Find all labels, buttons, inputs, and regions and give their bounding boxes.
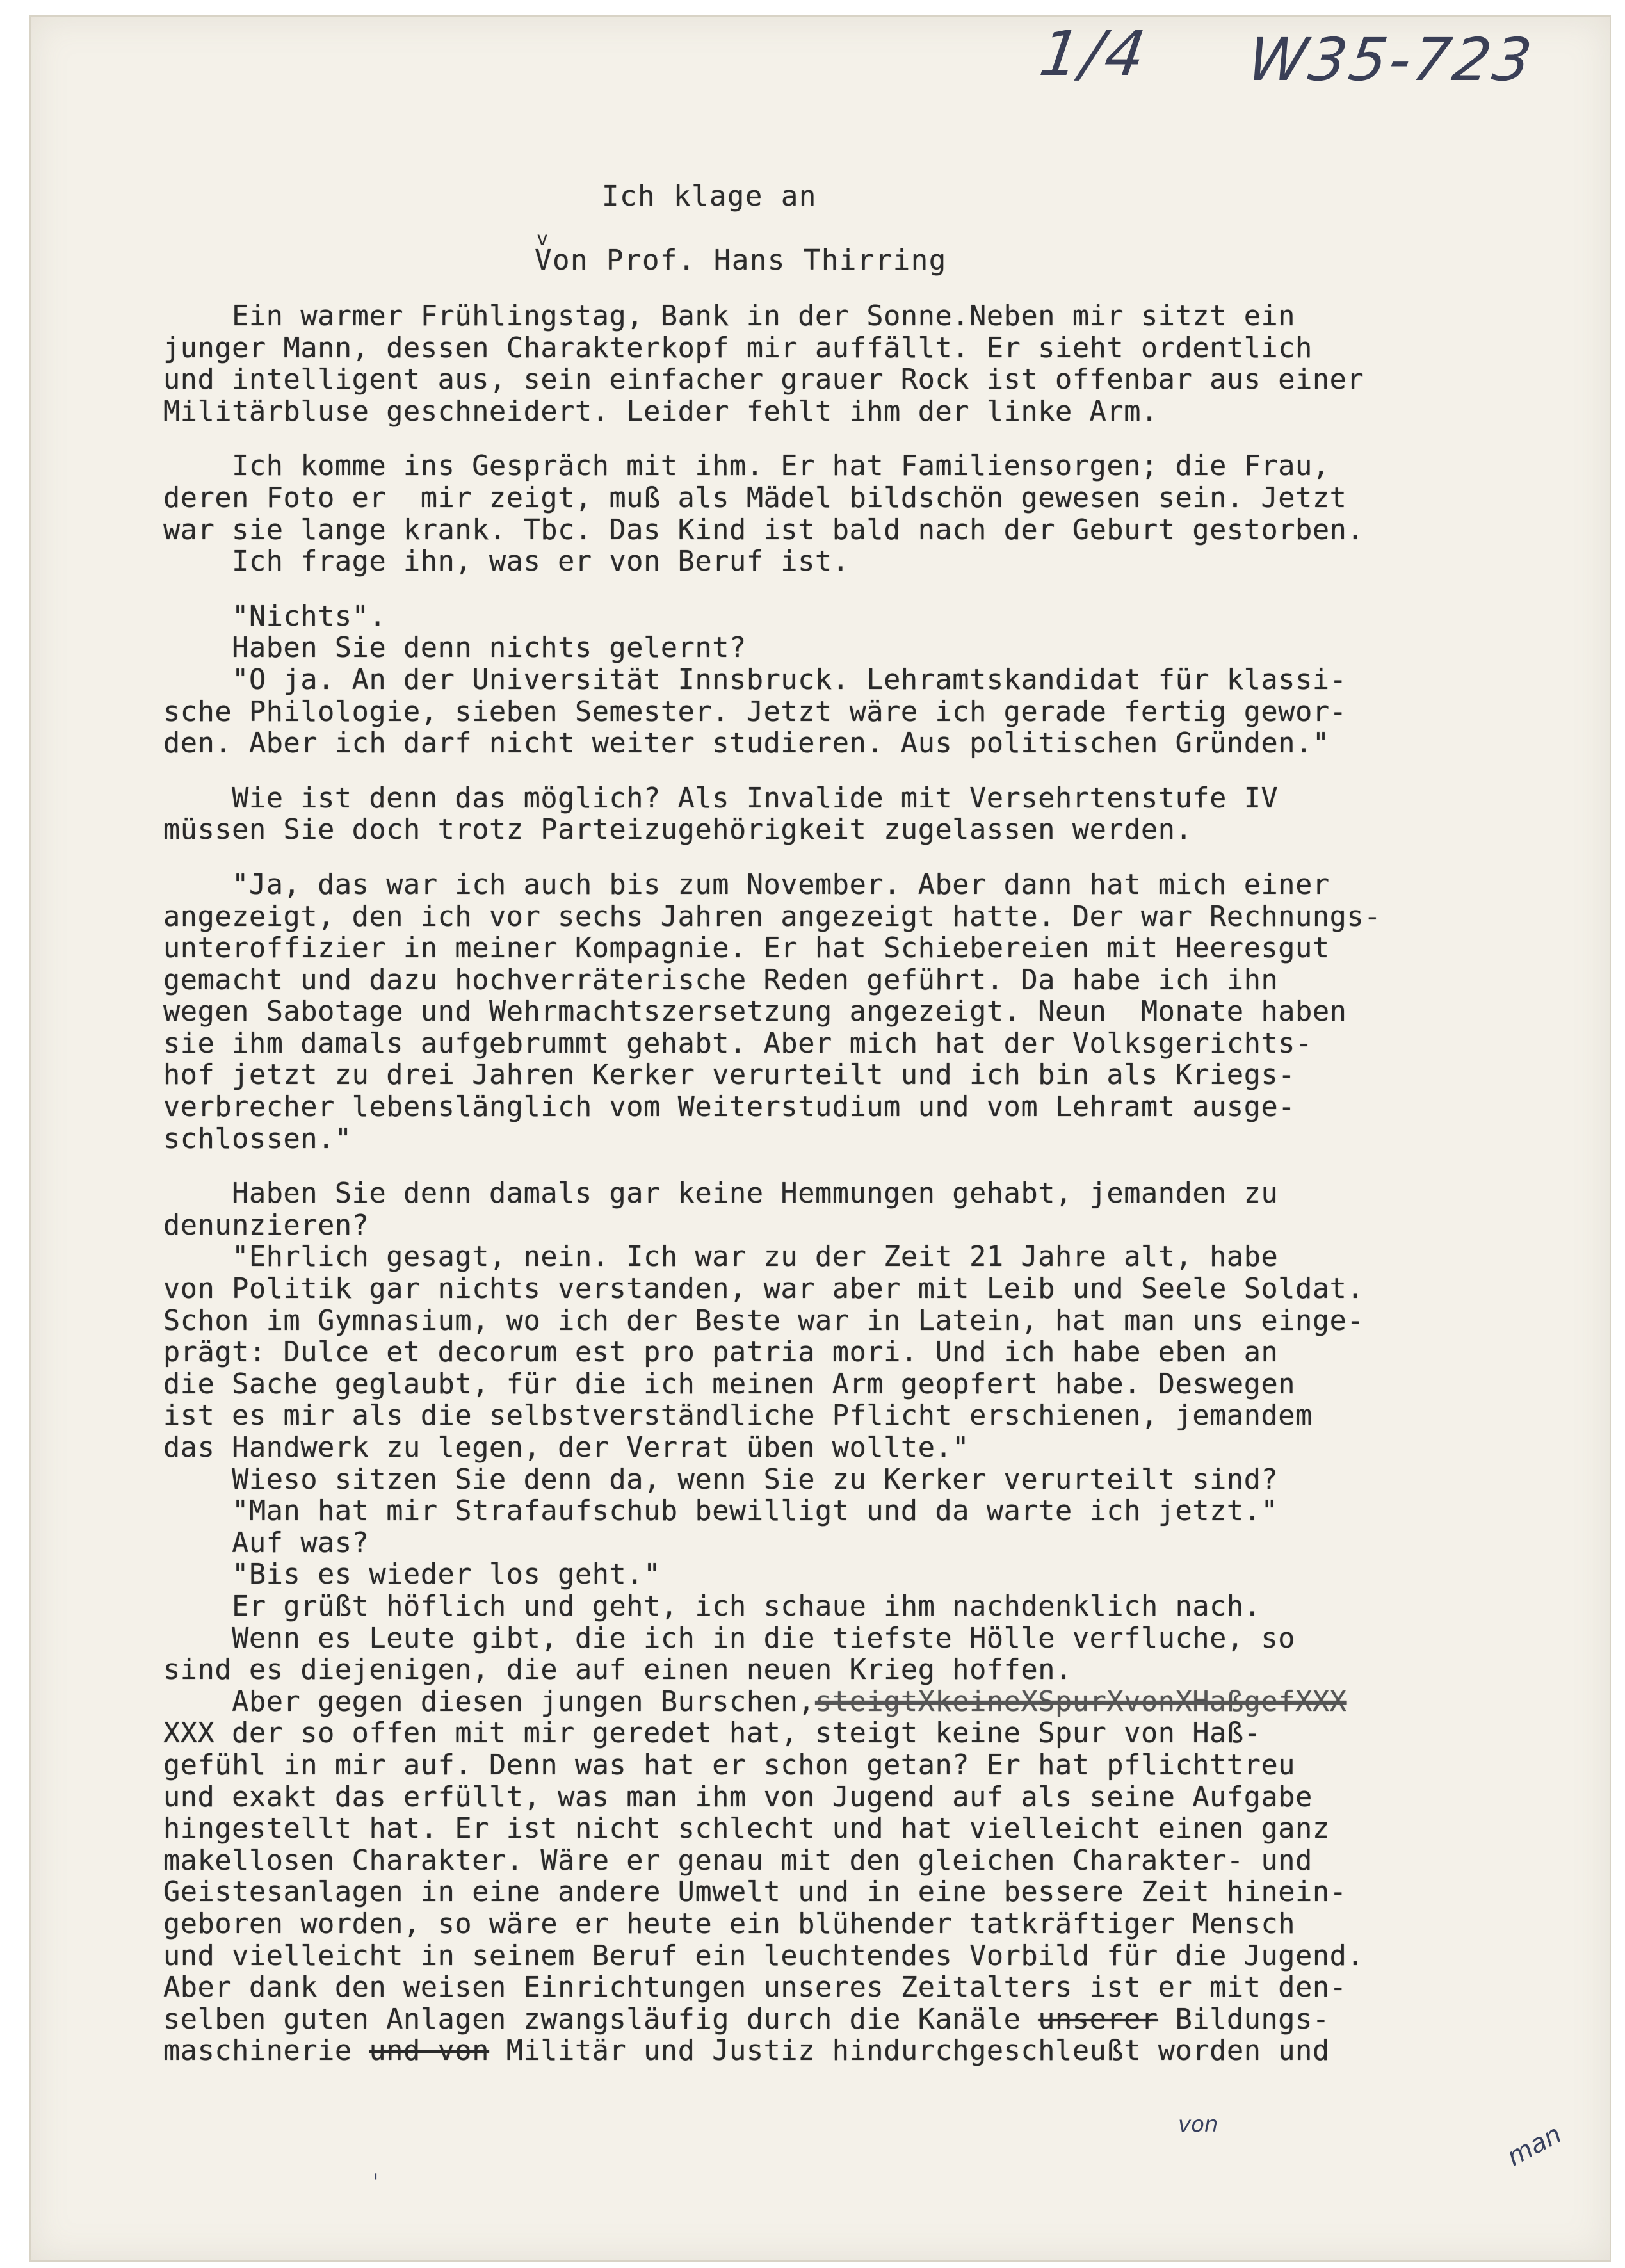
handwritten-correction-von: von: [1178, 2112, 1218, 2137]
text-line: [163, 1210, 1572, 1242]
paragraph-gap: [163, 428, 1572, 451]
text-line: [163, 1718, 1572, 1750]
text-line: [163, 633, 1572, 665]
text-line: [163, 1972, 1572, 2004]
text-segment: gefühl in mir auf. Denn was hat er schon getan? Er hat pflichttreu: [163, 1749, 1296, 1781]
text-segment: "Man hat mir Strafaufschub bewilligt und da warte ich jetzt.": [163, 1495, 1279, 1528]
text-segment: Wenn es Leute gibt, die ich in die tiefste Hölle verfluche, so: [163, 1622, 1296, 1655]
paragraph-gap: [163, 846, 1572, 870]
text-segment: "Ehrlich gesagt, nein. Ich war zu der Zeit 21 Jahre alt, habe: [163, 1241, 1279, 1274]
text-segment: Aber gegen diesen jungen Burschen,: [163, 1685, 815, 1718]
text-line: [163, 2036, 1572, 2068]
struck-word-unserer: unserer: [1038, 2003, 1158, 2036]
text-line: [163, 301, 1572, 333]
text-line: [163, 1400, 1572, 1432]
text-segment: schlossen.": [163, 1122, 352, 1155]
text-segment: Ich frage ihn, was er von Beruf ist.: [163, 546, 850, 578]
handwritten-page-marker: 1/4: [1035, 18, 1152, 90]
text-line: [163, 1559, 1572, 1591]
text-line: [163, 996, 1572, 1028]
text-line: [163, 1813, 1572, 1845]
handwritten-tick-mark: ': [373, 2169, 379, 2195]
text-segment: ist es mir als die selbstverständliche Pflicht erschienen, jemandem: [163, 1400, 1313, 1432]
text-line: [163, 364, 1572, 396]
text-segment: hingestellt hat. Er ist nicht schlecht und hat vielleicht einen ganz: [163, 1813, 1330, 1845]
text-line: [163, 1464, 1572, 1496]
text-segment: deren Foto er mir zeigt, muß als Mädel bildschön gewesen sein. Jetzt: [163, 482, 1347, 514]
text-line: [163, 783, 1572, 815]
text-line: [163, 933, 1572, 965]
text-line: [163, 965, 1572, 997]
text-segment: Wie ist denn das möglich? Als Invalide mit Versehrtenstufe IV: [163, 782, 1279, 814]
handwritten-margin-man: man: [1502, 2119, 1567, 2173]
text-line: [163, 546, 1572, 578]
paragraph-gap: [163, 578, 1572, 601]
text-segment: "Ja, das war ich auch bis zum November. Aber dann hat mich einer: [163, 868, 1330, 901]
text-segment: die Sache geglaubt, für die ich meinen Arm geopfert habe. Deswegen: [163, 1368, 1296, 1400]
text-segment: Militärbluse geschneidert. Leider fehlt ihm der linke Arm.: [163, 395, 1158, 428]
text-segment: makellosen Charakter. Wäre er genau mit den gleichen Charakter- und: [163, 1844, 1313, 1877]
text-segment: sind es diejenigen, die auf einen neuen Krieg hoffen.: [163, 1654, 1072, 1687]
text-line: [163, 1655, 1572, 1687]
text-line: [163, 870, 1572, 902]
text-segment: XXX der so offen mit mir geredet hat, steigt keine Spur von Haß-: [163, 1717, 1261, 1750]
text-segment: wegen Sabotage und Wehrmachtszersetzung angezeigt. Neun Monate haben: [163, 996, 1347, 1028]
text-line: [163, 1623, 1572, 1655]
text-segment: "Nichts".: [163, 600, 387, 633]
text-segment: und intelligent aus, sein einfacher grauer Rock ist offenbar aus einer: [163, 364, 1364, 396]
text-line: [163, 1845, 1572, 1877]
text-segment: geboren worden, so wäre er heute ein blühender tatkräftiger Mensch: [163, 1908, 1296, 1940]
text-line: [163, 483, 1572, 515]
struck-words-und-von: und von: [369, 2035, 490, 2068]
text-line: [163, 1750, 1572, 1782]
text-line: [163, 728, 1572, 760]
text-segment: maschinerie: [163, 2035, 369, 2068]
text-line: [163, 1242, 1572, 1274]
text-segment: Schon im Gymnasium, wo ich der Beste war in Latein, hat man uns einge-: [163, 1304, 1364, 1337]
author-correction-mark: v: [537, 228, 549, 250]
text-segment: hof jetzt zu drei Jahren Kerker verurteilt und ich bin als Kriegs-: [163, 1059, 1296, 1092]
text-line: [163, 1687, 1572, 1719]
text-segment: Bildungs-: [1158, 2003, 1330, 2036]
handwritten-archive-code: W35-723: [1243, 26, 1539, 94]
text-line: [163, 1369, 1572, 1401]
text-line: [163, 1124, 1572, 1156]
text-line: [163, 1178, 1572, 1210]
author-line: Von Prof. Hans Thirring: [535, 244, 947, 277]
text-segment: und vielleicht in seinem Beruf ein leuchtendes Vorbild für die Jugend.: [163, 1940, 1364, 1972]
text-line: [163, 601, 1572, 633]
text-line: [163, 1941, 1572, 1973]
text-segment: Militär und Justiz hindurchgeschleußt worden und: [489, 2035, 1330, 2068]
text-segment: war sie lange krank. Tbc. Das Kind ist bald nach der Geburt gestorben.: [163, 514, 1364, 546]
text-line: [163, 697, 1572, 729]
text-line: [163, 1528, 1572, 1560]
text-segment: Haben Sie denn nichts gelernt?: [163, 632, 747, 665]
text-segment: verbrecher lebenslänglich vom Weiterstudium und vom Lehramt ausge-: [163, 1091, 1296, 1124]
text-line: [163, 2004, 1572, 2036]
text-line: [163, 333, 1572, 365]
text-segment: Auf was?: [163, 1527, 369, 1559]
text-line: [163, 1274, 1572, 1306]
text-segment: und exakt das erfüllt, was man ihm von Jugend auf als seine Aufgabe: [163, 1781, 1313, 1813]
text-line: [163, 1028, 1572, 1060]
paragraph-gap: [163, 1155, 1572, 1178]
text-segment: Ein warmer Frühlingstag, Bank in der Sonne.Neben mir sitzt ein: [163, 300, 1296, 332]
text-segment: "Bis es wieder los geht.": [163, 1559, 661, 1591]
document-body: [163, 301, 1572, 2068]
text-segment: junger Mann, dessen Charakterkopf mir auffällt. Er sieht ordentlich: [163, 332, 1313, 364]
text-segment: von Politik gar nichts verstanden, war aber mit Leib und Seele Soldat.: [163, 1273, 1364, 1306]
text-segment: unteroffizier in meiner Kompagnie. Er hat Schiebereien mit Heeresgut: [163, 932, 1330, 965]
text-segment: den. Aber ich darf nicht weiter studieren. Aus politischen Gründen.": [163, 727, 1330, 760]
text-line: [163, 1909, 1572, 1941]
text-line: [163, 451, 1572, 483]
text-line: [163, 1432, 1572, 1464]
document-title: Ich klage an: [602, 180, 817, 213]
text-segment: Wieso sitzen Sie denn da, wenn Sie zu Kerker verurteilt sind?: [163, 1463, 1279, 1496]
text-segment: sche Philologie, sieben Semester. Jetzt wäre ich gerade fertig gewor-: [163, 695, 1347, 728]
text-segment: Haben Sie denn damals gar keine Hemmungen gehabt, jemanden zu: [163, 1178, 1279, 1210]
text-segment: sie ihm damals aufgebrummt gehabt. Aber mich hat der Volksgerichts-: [163, 1027, 1313, 1060]
text-segment: Er grüßt höflich und geht, ich schaue ihm nachdenklich nach.: [163, 1590, 1261, 1623]
text-segment: müssen Sie doch trotz Parteizugehörigkeit zugelassen werden.: [163, 814, 1193, 846]
text-segment: angezeigt, den ich vor sechs Jahren angezeigt hatte. Der war Rechnungs-: [163, 900, 1382, 933]
text-line: [163, 1877, 1572, 1909]
text-segment: prägt: Dulce et decorum est pro patria mori. Und ich habe eben an: [163, 1336, 1279, 1369]
text-line: [163, 902, 1572, 934]
text-segment: denunzieren?: [163, 1209, 369, 1242]
text-line: [163, 1496, 1572, 1528]
text-segment: selben guten Anlagen zwangsläufig durch die Kanäle: [163, 2003, 1039, 2036]
text-line: [163, 1591, 1572, 1623]
text-line: [163, 396, 1572, 428]
text-line: [163, 814, 1572, 846]
text-segment: gemacht und dazu hochverräterische Reden geführt. Da habe ich ihn: [163, 964, 1279, 996]
text-line: [163, 665, 1572, 697]
overtyped-deletion: steigtXkeineXSpurXvonXHaßgefXXX: [815, 1685, 1347, 1718]
text-line: [163, 1092, 1572, 1124]
text-line: [163, 1306, 1572, 1338]
text-segment: Geistesanlagen in eine andere Umwelt und in eine bessere Zeit hinein-: [163, 1876, 1347, 1909]
text-segment: das Handwerk zu legen, der Verrat üben wollte.": [163, 1432, 970, 1464]
text-line: [163, 1782, 1572, 1814]
text-line: [163, 515, 1572, 547]
text-segment: Ich komme ins Gespräch mit ihm. Er hat Familiensorgen; die Frau,: [163, 450, 1330, 483]
text-segment: "O ja. An der Universität Innsbruck. Lehramtskandidat für klassi-: [163, 663, 1347, 696]
paragraph-gap: [163, 760, 1572, 783]
text-line: [163, 1060, 1572, 1092]
text-line: [163, 1337, 1572, 1369]
text-segment: Aber dank den weisen Einrichtungen unseres Zeitalters ist er mit den-: [163, 1972, 1347, 2004]
